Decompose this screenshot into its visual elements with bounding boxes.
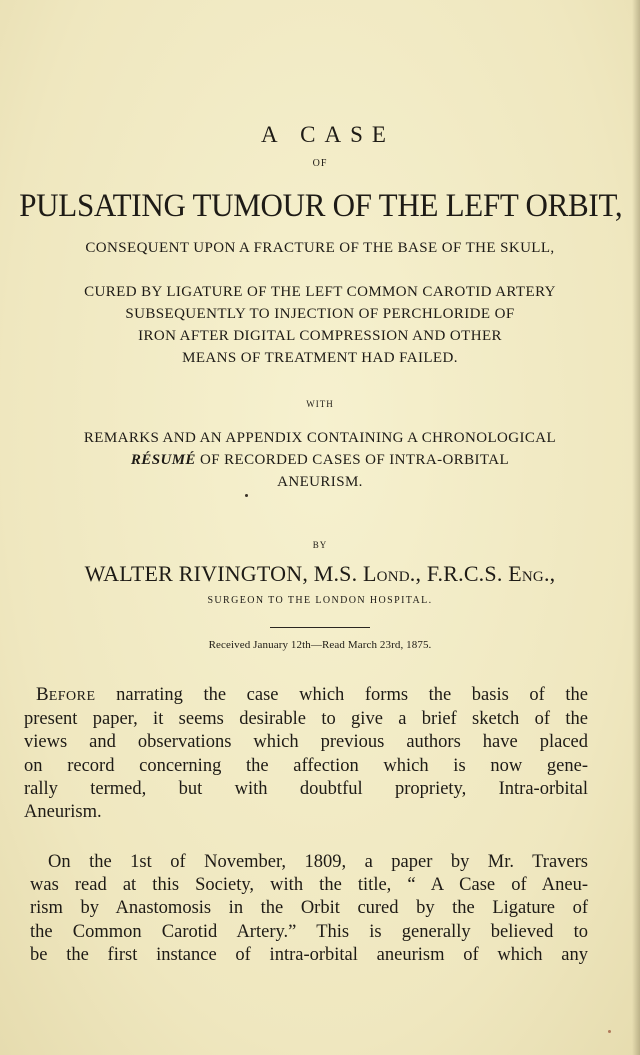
paragraph-2 <box>12 851 588 967</box>
paragraph-1 <box>12 683 588 824</box>
paragraph-1-line-5: rally termed, but with doubtful propriety, Intra-orbital <box>24 778 588 799</box>
title-of: OF <box>312 158 328 169</box>
subtitle-line-2: CURED BY LIGATURE OF THE LEFT COMMON CAROTID ARTERY <box>84 284 556 300</box>
page-edge-shadow <box>632 0 640 1055</box>
ink-speck <box>608 1030 611 1033</box>
main-title: PULSATING TUMOUR OF THE LEFT ORBIT, <box>19 188 623 224</box>
subtitle-line-1: CONSEQUENT UPON A FRACTURE OF THE BASE OF THE SKULL, <box>85 240 555 256</box>
subtitle-line-5: MEANS OF TREATMENT HAD FAILED. <box>182 350 458 366</box>
paragraph-2-line-1: On the 1st of November, 1809, a paper by Mr. Travers <box>48 852 588 872</box>
paragraph-1-line-1-text: narrating the case which forms the basis of the <box>95 685 588 705</box>
author-lond: OND <box>376 569 410 585</box>
remarks-line-3: ANEURISM. <box>277 474 363 490</box>
drop-letter: B <box>36 684 49 705</box>
paragraph-1-line-4: on record concerning the affection which is now gene- <box>24 755 588 776</box>
paragraph-1-line-1 <box>12 683 588 708</box>
paragraph-2-line-2: was read at this Society, with the title, “ A Case of Aneu- <box>30 875 588 896</box>
author-name-part2: ., F.R.C.S. E <box>409 561 522 586</box>
ink-speck <box>245 494 248 497</box>
author-name <box>0 561 640 587</box>
remarks-line-2-rest: OF RECORDED CASES OF INTRA-ORBITAL <box>195 452 510 468</box>
received-date: Received January 12th—Read March 23rd, 1875. <box>208 639 432 651</box>
author-name-end: ., <box>543 561 556 586</box>
paragraph-2-line-3: rism by Anastomosis in the Orbit cured by the Ligature of <box>30 898 588 919</box>
remarks-line-2 <box>0 452 640 469</box>
subtitle-line-3: SUBSEQUENTLY TO INJECTION OF PERCHLORIDE OF <box>125 306 515 322</box>
subtitle-line-4: IRON AFTER DIGITAL COMPRESSION AND OTHER <box>138 328 502 344</box>
title-a-case: A CASE <box>261 122 395 147</box>
paragraph-2-line-4: the Common Carotid Artery.” This is generally believed to <box>30 921 588 942</box>
before-smallcaps <box>36 685 96 705</box>
by-label: BY <box>312 540 328 550</box>
author-affiliation: SURGEON TO THE LONDON HOSPITAL. <box>207 595 433 606</box>
paragraph-1-line-3: views and observations which previous authors have placed <box>24 732 588 753</box>
divider-rule <box>270 627 370 628</box>
with-label: WITH <box>306 399 334 409</box>
resume-italic: RÉSUMÉ <box>130 452 196 468</box>
author-eng: NG <box>521 569 544 585</box>
first-word-rest: EFORE <box>48 689 96 704</box>
remarks-line-1: REMARKS AND AN APPENDIX CONTAINING A CHRONOLOGICAL <box>83 430 557 446</box>
paragraph-2-line-5: be the first instance of intra-orbital aneurism of which any <box>30 944 588 965</box>
paragraph-1-line-6: Aneurism. <box>24 802 102 823</box>
paragraph-1-line-2: present paper, it seems desirable to give a brief sketch of the <box>24 709 588 730</box>
author-name-part1: WALTER RIVINGTON, M.S. L <box>84 561 377 586</box>
